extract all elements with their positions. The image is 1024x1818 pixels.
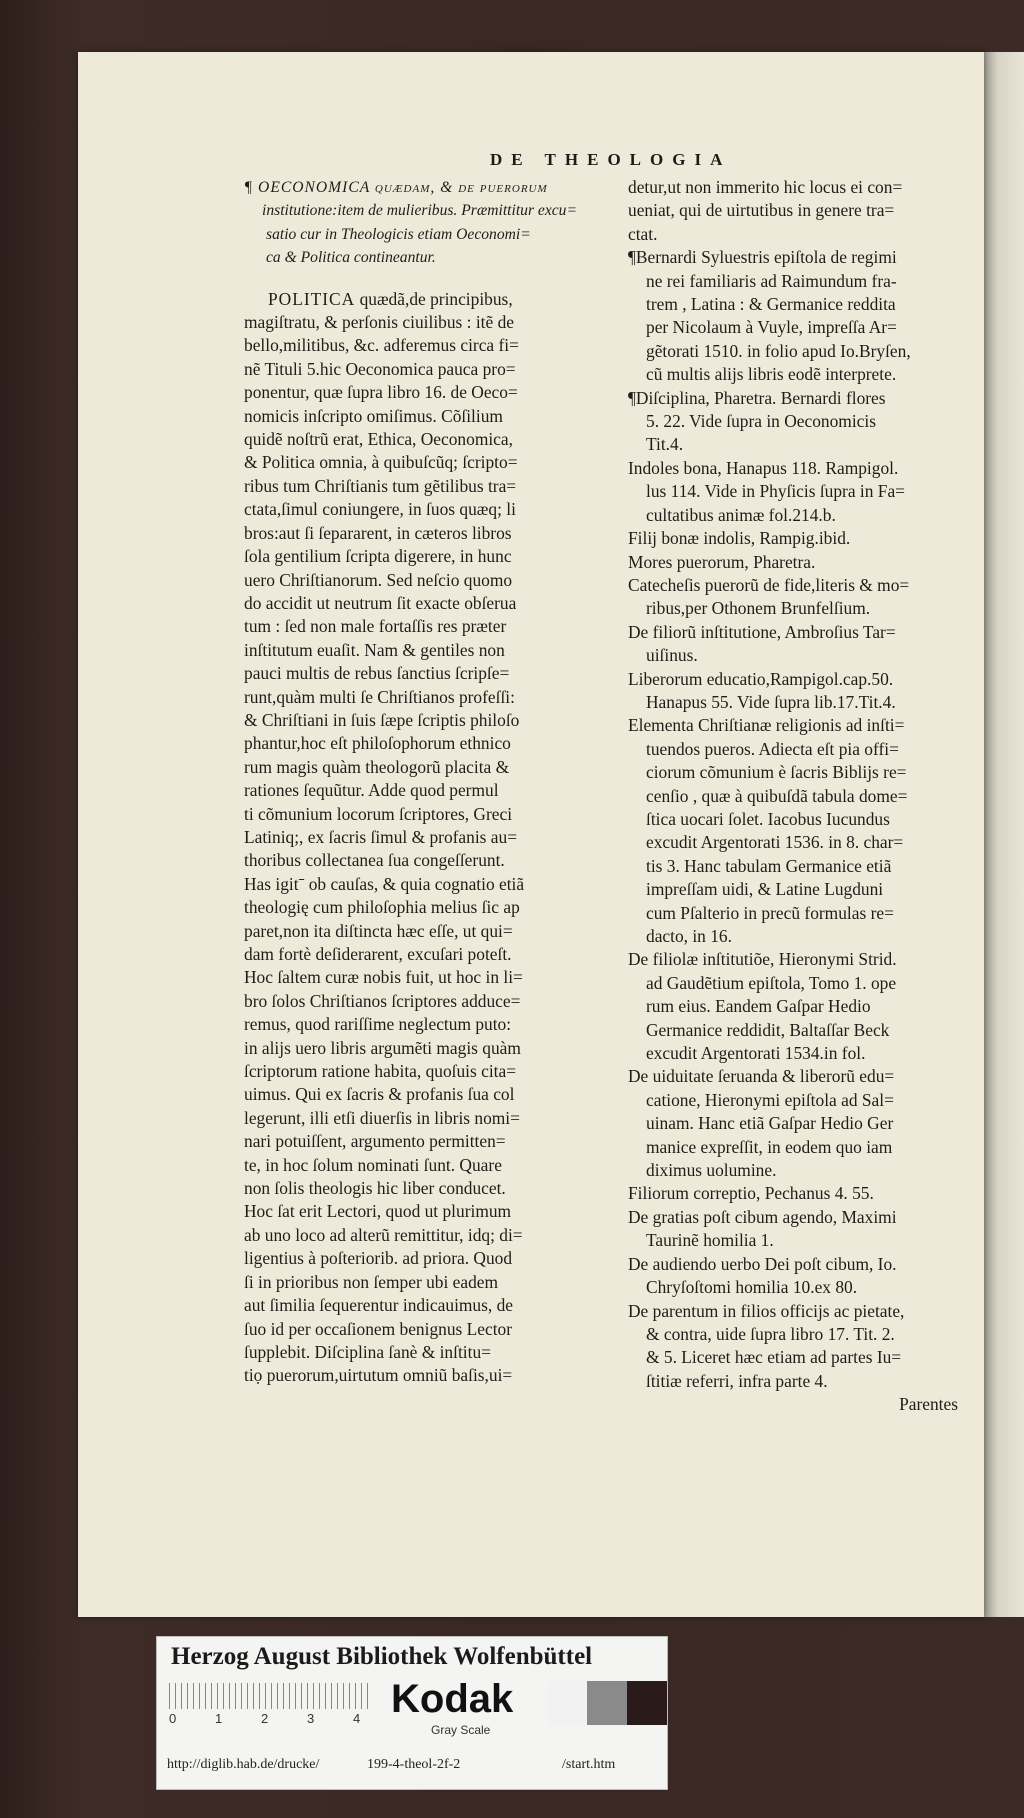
left-text-line: Hoc ſaltem curæ nobis fuit, ut hoc in li= (244, 967, 523, 988)
left-text-line: uimus. Qui ex ſacris & profanis ſua col (244, 1084, 515, 1105)
right-text-line: tuendos pueros. Adiecta eſt pia offi= (646, 738, 899, 759)
left-text-line: nomicis inſcripto omiſimus. Cõſilium (244, 405, 503, 426)
archive-label (156, 1636, 668, 1790)
right-text-line: Tit.4. (646, 434, 684, 455)
left-text-line: & Chriſtiani in ſuis ſæpe ſcriptis philoſo (244, 709, 520, 730)
right-text-line: Chryſoſtomi homilia 10.ex 80. (646, 1277, 858, 1298)
color-scale (169, 1677, 659, 1741)
left-text-line: ti cõmunium locorum ſcriptores, Greci (244, 803, 513, 824)
left-text-line: Has igitˉ ob cauſas, & quia cognatio etiã (244, 873, 525, 894)
right-text-line: detur,ut non immerito hic locus ei con= (628, 177, 903, 197)
right-text-line: gẽtorati 1510. in folio apud Io.Bryſen, (646, 340, 911, 361)
right-text-line: De parentum in filios officijs ac pietate, (628, 1300, 905, 1321)
left-text-line: rum magis quàm theologorũ placita & (244, 756, 510, 777)
right-text-line: uinam. Hanc etiã Gaſpar Hedio Ger (646, 1113, 894, 1134)
right-text-line: De filiorũ inſtitutione, Ambroſius Tar= (628, 621, 896, 642)
left-text-line: Hoc ſat erit Lectori, quod ut plurimum (244, 1201, 512, 1222)
left-text-line: ſcriptorum ratione habita, quoſuis cita= (244, 1061, 517, 1082)
right-text-line: cũ multis alijs libris eodẽ interprete. (646, 364, 897, 385)
left-text-line: phantur,hoc eſt philoſophorum ethnico (244, 733, 511, 754)
url-prefix[interactable]: http://diglib.hab.de/drucke/ (167, 1757, 320, 1772)
left-text-line: quidẽ noſtrũ erat, Ethica, Oeconomica, (244, 429, 513, 450)
right-text-line: cum Pſalterio in precũ formulas re= (646, 902, 894, 923)
left-text-line: non ſolis theologis hic liber conducet. (244, 1178, 506, 1199)
shelfmark: 199-4-theol-2f-2 (367, 1757, 461, 1772)
ruler-number: 3 (307, 1711, 315, 1726)
right-text-line: trem , Latina : & Germanice reddita (646, 294, 896, 315)
right-text-line: catione, Hieronymi epiſtola ad Sal= (646, 1089, 894, 1110)
right-text-line: Filij bonæ indolis, Rampig.ibid. (628, 528, 851, 549)
right-text-line: per Nicolaum à Vuyle, impreſſa Ar= (646, 317, 897, 338)
gray-swatch (627, 1681, 667, 1725)
url-suffix[interactable]: /start.htm (562, 1757, 616, 1772)
left-text-line: Latiniq;, ex ſacris ſimul & profanis au= (244, 826, 518, 847)
right-text-line: ctat. (628, 223, 658, 244)
heading-line-1: institutione:item de mulieribus. Præmittitur excu= (262, 202, 577, 220)
right-text-line: 5. 22. Vide ſupra in Oeconomicis (646, 411, 876, 432)
left-text-line: & Politica omnia, à quibuſcũq; ſcripto= (244, 452, 518, 473)
left-text-line: tiọ puerorum,uirtutum omniũ baſis,ui= (244, 1365, 513, 1386)
left-text-line: ſuo id per occaſionem benignus Lector (244, 1318, 513, 1339)
left-text-line: ribus tum Chriſtianis tum gẽtilibus tra= (244, 475, 517, 496)
left-text-line: ſola gentilium ſcripta digerere, in hunc (244, 546, 512, 567)
left-text-line: nari potuiſſent, argumento permitten= (244, 1131, 506, 1152)
ruler-ticks (169, 1683, 369, 1709)
left-text-line: rationes ſequũtur. Adde quod permul (244, 780, 499, 801)
right-text-line: excudit Argentorati 1536. in 8. char= (646, 832, 904, 853)
right-text-line: diximus uolumine. (646, 1160, 777, 1181)
catchword: Parentes (899, 1394, 958, 1415)
right-text-line: Taurinẽ homilia 1. (646, 1230, 774, 1251)
left-text-line: ab uno loco ad alterũ remittitur, idq; di= (244, 1224, 523, 1245)
right-text-line: Catecheſis puerorũ de fide,literis & mo= (628, 574, 910, 595)
right-text-line: Mores puerorum, Pharetra. (628, 551, 816, 572)
right-text-line: dacto, in 16. (646, 926, 732, 946)
left-text-line: uero Chriſtianorum. Sed neſcio quomo (244, 569, 513, 590)
left-text-line: ctata,ſimul coniungere, in ſuos quæq; li (244, 499, 516, 520)
right-text-line: & contra, uide ſupra libro 17. Tit. 2. (646, 1323, 895, 1344)
right-text-line: Filiorum correptio, Pechanus 4. 55. (628, 1183, 874, 1204)
left-text-line: POLITICA quædã,de principibus, (268, 288, 513, 309)
left-text-line: remus, quod rariſſime neglectum puto: (244, 1014, 512, 1035)
ruler-number: 1 (215, 1711, 223, 1726)
right-text-line: ad Gaudẽtium epiſtola, Tomo 1. ope (646, 972, 897, 993)
left-text-line: bros:aut ſi ſepararent, in cæteros libros (244, 522, 512, 543)
right-text-line: ribus,per Othonem Brunfelſium. (646, 598, 871, 619)
right-text-line: cultatibus animæ fol.214.b. (646, 504, 836, 525)
left-text-line: te, in hoc ſolum nominati ſunt. Quare (244, 1154, 502, 1175)
library-title: Herzog August Bibliothek Wolfenbüttel (171, 1643, 593, 1670)
right-text-line: ſtitiæ referri, infra parte 4. (646, 1370, 828, 1391)
right-text-line: uiſinus. (646, 645, 698, 666)
left-text-line: nẽ Tituli 5.hic Oeconomica pauca pro= (244, 358, 516, 379)
right-text-line: ¶Diſciplina, Pharetra. Bernardi flores (628, 387, 886, 408)
kodak-brand: Kodak (391, 1677, 514, 1721)
left-text-line: paret,non ita diſtincta hæc eſſe, ut qui= (244, 920, 513, 941)
ruler-number: 0 (169, 1711, 177, 1726)
left-text-line: aut ſimilia ſequerentur indicauimus, de (244, 1295, 513, 1316)
right-column (628, 176, 988, 1417)
gray-scale-label: Gray Scale (431, 1723, 491, 1737)
left-text-line: do accidit ut neutrum ſit exacte obſerua (244, 592, 517, 613)
right-text-line: & 5. Liceret hæc etiam ad partes Iu= (646, 1347, 902, 1368)
right-text-line: Hanapus 55. Vide ſupra lib.17.Tit.4. (646, 691, 896, 712)
right-text-line: ciorum cõmunium è ſacris Biblijs re= (646, 762, 907, 783)
right-text-line: ſtica uocari ſolet. Iacobus Iucundus (646, 808, 890, 829)
heading-line-2: satio cur in Theologicis etiam Oeconomi= (266, 225, 531, 243)
left-text-line: tum : ſed non male fortaſſis res præter (244, 616, 507, 637)
right-text-line: De gratias poſt cibum agendo, Maximi (628, 1206, 897, 1227)
heading-line-0: ¶ OECONOMICA quædam, & de puerorum (244, 179, 548, 196)
right-text-line: Germanice reddidit, Baltaſſar Beck (646, 1019, 890, 1040)
paragraph-gap (244, 270, 614, 288)
right-text-line: Elementa Chriſtianæ religionis ad inſti= (628, 715, 905, 736)
left-text-line: legerunt, illi etſi diuerſis in libris nomi= (244, 1107, 520, 1128)
right-text-line: rum eius. Eandem Gaſpar Hedio (646, 996, 871, 1017)
right-text-line: Liberorum educatio,Rampigol.cap.50. (628, 668, 894, 689)
right-text-line: De audiendo uerbo Dei poſt cibum, Io. (628, 1253, 897, 1274)
section-heading-line (244, 176, 614, 199)
gray-swatch (587, 1681, 627, 1725)
left-text-line: ſupplebit. Diſciplina ſanè & inſtitu= (244, 1341, 491, 1362)
left-column (244, 176, 614, 1388)
heading-line-3: ca & Politica contineantur. (266, 249, 436, 267)
left-text-line: pauci multis de rebus ſanctius ſcripſe= (244, 663, 510, 684)
ruler-number: 4 (353, 1711, 361, 1726)
left-text-line: ſi in prioribus non ſemper ubi eadem (244, 1271, 499, 1292)
right-text-line: De filiolæ inſtitutiõe, Hieronymi Strid. (628, 949, 897, 970)
right-text-line: ueniat, qui de uirtutibus in genere tra= (628, 200, 895, 221)
facing-page-edge (984, 52, 1024, 1617)
left-text-line: inſtitutum euaſit. Nam & gentiles non (244, 639, 505, 660)
right-body-text (628, 176, 988, 1393)
right-text-line: lus 114. Vide in Phyſicis ſupra in Fa= (646, 481, 905, 502)
left-text-line: thoribus collectanea ſua congeſſerunt. (244, 850, 505, 871)
right-text-line: tis 3. Hanc tabulam Germanice etiã (646, 855, 892, 876)
left-text-line: dam fortè deſiderarent, excuſari poteſt. (244, 944, 512, 964)
left-body-text (244, 288, 614, 1388)
right-text-line: ¶Bernardi Syluestris epiſtola de regimi (628, 247, 897, 268)
left-text-line: in alijs uero libris argumẽti magis quàm (244, 1037, 521, 1058)
left-text-line: bello,militibus, &c. adferemus circa fi= (244, 335, 519, 356)
left-text-line: magiſtratu, & perſonis ciuilibus : itẽ de (244, 312, 514, 333)
left-text-line: runt,quàm multi ſe Chriſtianos profeſſi: (244, 686, 515, 707)
left-text-line: ligentius à poſteriorib. ad priora. Quod (244, 1248, 513, 1269)
left-text-line: theologię cum philoſophia melius ſic ap (244, 897, 520, 918)
left-text-line: bro ſolos Chriſtianos ſcriptores adduce= (244, 990, 521, 1011)
ruler-number: 2 (261, 1711, 269, 1726)
right-text-line: ne rei familiaris ad Raimundum fra- (646, 270, 897, 291)
right-text-line: manice expreſſit, in eodem quo iam (646, 1136, 893, 1157)
right-text-line: Indoles bona, Hanapus 118. Rampigol. (628, 457, 899, 478)
running-head: DE THEOLOGIA (490, 150, 732, 169)
right-text-line: impreſſam uidi, & Latine Lugduni (646, 879, 884, 900)
right-text-line: excudit Argentorati 1534.in fol. (646, 1043, 866, 1064)
right-text-line: De uiduitate ſeruanda & liberorũ edu= (628, 1066, 895, 1087)
gray-swatch (547, 1681, 587, 1725)
left-text-line: ponentur, quæ ſupra libro 16. de Oeco= (244, 382, 518, 403)
right-text-line: cenſio , quæ à quibuſdã tabula dome= (646, 785, 908, 806)
